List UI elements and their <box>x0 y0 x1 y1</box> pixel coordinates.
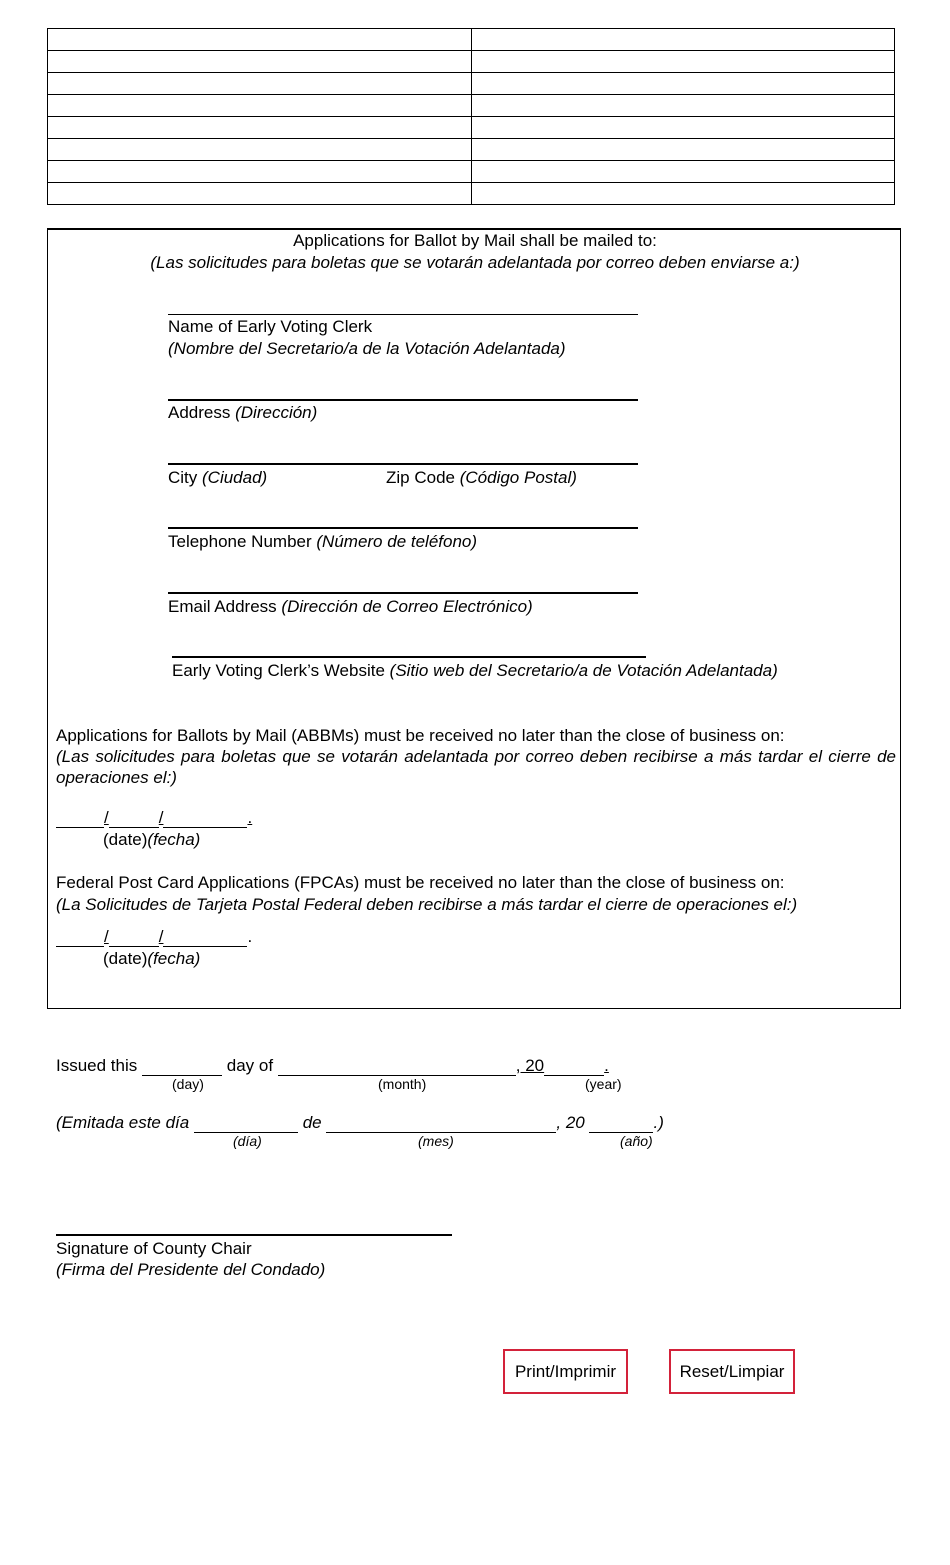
fpca-date-label: (date)(fecha) <box>103 949 201 968</box>
city-label: City (Ciudad) <box>168 468 268 487</box>
signature-label: Signature of County Chair <box>56 1239 252 1258</box>
clerk-name-label-es: (Nombre del Secretario/a de la Votación Adelantada) <box>168 339 566 358</box>
table-row <box>48 161 895 183</box>
address-field[interactable] <box>168 399 638 401</box>
abbm-text: Applications for Ballots by Mail (ABBMs) must be received no later than the close of business on: <box>56 726 785 745</box>
table-row <box>48 51 895 73</box>
table-cell[interactable] <box>48 139 472 161</box>
clerk-name-field[interactable] <box>168 314 638 315</box>
table-row <box>48 95 895 117</box>
fpca-date-field[interactable]: / / . <box>56 926 252 947</box>
table-row <box>48 29 895 51</box>
table-cell[interactable] <box>48 73 472 95</box>
abbm-date-label: (date)(fecha) <box>103 830 201 849</box>
reset-button[interactable]: Reset/Limpiar <box>669 1349 795 1394</box>
phone-label: Telephone Number (Número de teléfono) <box>168 532 478 551</box>
table-row <box>48 139 895 161</box>
signature-field[interactable] <box>56 1234 452 1236</box>
issued-year-field[interactable] <box>544 1057 604 1076</box>
issued-line: Issued this day of , 20 . <box>56 1056 609 1075</box>
city-zip-field[interactable] <box>168 463 638 465</box>
top-blank-table <box>47 28 895 205</box>
table-cell[interactable] <box>48 95 472 117</box>
table-cell[interactable] <box>471 183 895 205</box>
email-field[interactable] <box>168 592 638 594</box>
abbm-text-es: (Las solicitudes para boletas que se votarán adelantada por correo deben recibirse a más tardar el cierre de operaciones el:) <box>56 747 896 788</box>
website-label: Early Voting Clerk’s Website (Sitio web del Secretario/a de Votación Adelantada) <box>172 661 778 680</box>
month-hint: (month) <box>378 1076 427 1092</box>
table-cell[interactable] <box>48 117 472 139</box>
year-hint-es: (año) <box>620 1133 653 1149</box>
table-row <box>48 73 895 95</box>
table-cell[interactable] <box>471 73 895 95</box>
issued-line-es: (Emitada este día de , 20 .) <box>56 1113 664 1132</box>
fpca-text: Federal Post Card Applications (FPCAs) must be received no later than the close of business on: <box>56 873 785 892</box>
table-cell[interactable] <box>471 161 895 183</box>
day-hint-es: (día) <box>233 1133 262 1149</box>
mailing-heading-es: (Las solicitudes para boletas que se votarán adelantada por correo deben enviarse a:) <box>150 253 800 272</box>
phone-field[interactable] <box>168 527 638 529</box>
email-label: Email Address (Dirección de Correo Electrónico) <box>168 597 533 616</box>
table-cell[interactable] <box>471 117 895 139</box>
table-cell[interactable] <box>471 51 895 73</box>
table-cell[interactable] <box>48 161 472 183</box>
mailing-heading: Applications for Ballot by Mail shall be mailed to: <box>293 231 657 250</box>
issued-month-field-es[interactable] <box>326 1114 556 1133</box>
fpca-text-es: (La Solicitudes de Tarjeta Postal Federal deben recibirse a más tardar el cierre de operaciones el:) <box>56 895 798 914</box>
table-cell[interactable] <box>471 139 895 161</box>
zip-label: Zip Code (Código Postal) <box>386 468 577 487</box>
issued-year-field-es[interactable] <box>589 1114 653 1133</box>
table-row <box>48 117 895 139</box>
issued-day-field-es[interactable] <box>194 1114 298 1133</box>
year-hint: (year) <box>585 1076 622 1092</box>
table-row <box>48 183 895 205</box>
print-button[interactable]: Print/Imprimir <box>503 1349 628 1394</box>
table-cell[interactable] <box>48 183 472 205</box>
website-field[interactable] <box>172 656 646 658</box>
issued-month-field[interactable] <box>278 1057 516 1076</box>
mailing-info-box <box>47 228 901 1009</box>
address-label: Address (Dirección) <box>168 403 318 422</box>
month-hint-es: (mes) <box>418 1133 454 1149</box>
table-cell[interactable] <box>48 29 472 51</box>
issued-day-field[interactable] <box>142 1057 222 1076</box>
clerk-name-label: Name of Early Voting Clerk <box>168 317 373 336</box>
table-cell[interactable] <box>48 51 472 73</box>
table-cell[interactable] <box>471 29 895 51</box>
signature-label-es: (Firma del Presidente del Condado) <box>56 1260 326 1279</box>
abbm-date-field[interactable]: / / . <box>56 807 252 828</box>
day-hint: (day) <box>172 1076 204 1092</box>
table-cell[interactable] <box>471 95 895 117</box>
